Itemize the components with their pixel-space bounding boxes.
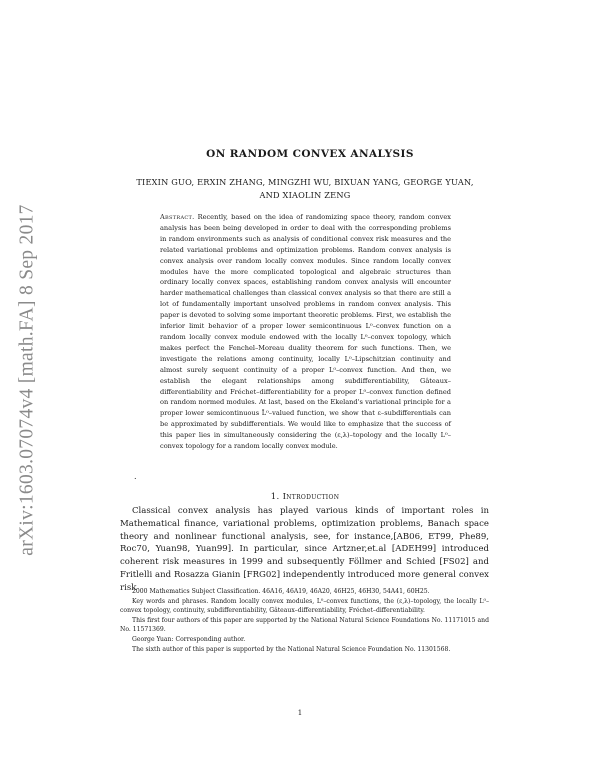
abstract-label: Abstract.	[160, 213, 195, 221]
footnote-msc: 2000 Mathematics Subject Classification. 46A16, 46A19, 46A20, 46H25, 46H30, 54A41, 60H25.	[132, 588, 430, 595]
abstract	[160, 212, 451, 452]
footnote-funding-2: The sixth author of this paper is supported by the National Natural Science Foundation No. 11301568.	[132, 645, 451, 653]
intro-paragraph: Classical convex analysis has played various kinds of important roles in Mathematical finance, variational problems, optimization problems, Banach space theory and nonlinear functional analysis, see, for instance,[AB06, ET99, Phe89, Roc70, Yuan98, Yuan99]. In particular, since Artzner,et.al [ADEH99] introduced coherent risk measures in 1999 and subsequently Föllmer and Schied [FS02] and Fritlelli and Rosazza Gianin [FRG02] independently introduced more general convex risk	[120, 506, 489, 593]
stray-mark: .	[134, 472, 137, 481]
footnote-corresponding: George Yuan: Corresponding author.	[132, 635, 246, 643]
page-number: 1	[297, 709, 303, 717]
abstract-text: Recently, based on the idea of randomizing space theory, random convex analysis has been being developed in order to deal with the corresponding problems in random environments such as analysis of conditional convex risk measures and the related variational problems and optimization problems. Random convex analysis is convex analysis over random locally convex modules. Since random locally convex modules have the more complicated topological and algebraic structures than ordinary locally convex spaces, establishing random convex analysis will encounter harder mathematical challenges than classical convex analysis so that there are still a lot of fundamentally important unsolved problems in random convex analysis. This paper is devoted to solving some important theoretic problems. First, we establish the inferior limit behavior of a proper lower semicontinuous L⁰–convex function on a random locally convex module endowed with the locally L⁰–convex topology, which makes perfect the Fenchel–Moreau duality theorem for such functions. Then, we investigate the relations among continuity, locally L⁰–Lipschitzian continuity and almost surely sequent continuity of a proper L⁰–convex function. And then, we establish the elegant relationships among subdifferentiability, Gâteaux–differentiability and Fréchet–differentiability for a proper L⁰–convex function defined on random normed modules. At last, based on the Ekeland's variational principle for a proper lower semicontinuous L̄⁰–valued function, we show that ε–subdifferentials can be approximated by subdifferentials. We would like to emphasize that the success of this paper lies in simultaneously considering the (ε,λ)–topology and the locally L⁰–convex topology for a random locally convex module.	[160, 213, 451, 451]
paper-title: ON RANDOM CONVEX ANALYSIS	[206, 148, 414, 160]
arxiv-identifier: arXiv:1603.07074v4 [math.FA] 8 Sep 2017	[17, 204, 39, 556]
authors-line-1: TIEXIN GUO, ERXIN ZHANG, MINGZHI WU, BIXUAN YANG, GEORGE YUAN,	[136, 177, 474, 187]
footnotes	[120, 587, 489, 654]
introduction-body	[120, 505, 489, 595]
footnote-funding-1: This first four authors of this paper are supported by the National Natural Science Foundations No. 11171015 and No. 11571369.	[120, 616, 489, 634]
arxiv-side-stamp	[8, 180, 48, 580]
author-list	[130, 176, 480, 202]
section-heading: 1. Introduction	[270, 492, 340, 502]
authors-line-2: AND XIAOLIN ZENG	[259, 190, 351, 200]
footnote-keywords: Key words and phrases. Random locally convex modules, L⁰–convex functions, the (ε,λ)–topology, the locally L⁰–convex topology, continuity, subdifferentiability, Gâteaux–differentiability, Fréchet–differentiability.	[120, 597, 489, 615]
